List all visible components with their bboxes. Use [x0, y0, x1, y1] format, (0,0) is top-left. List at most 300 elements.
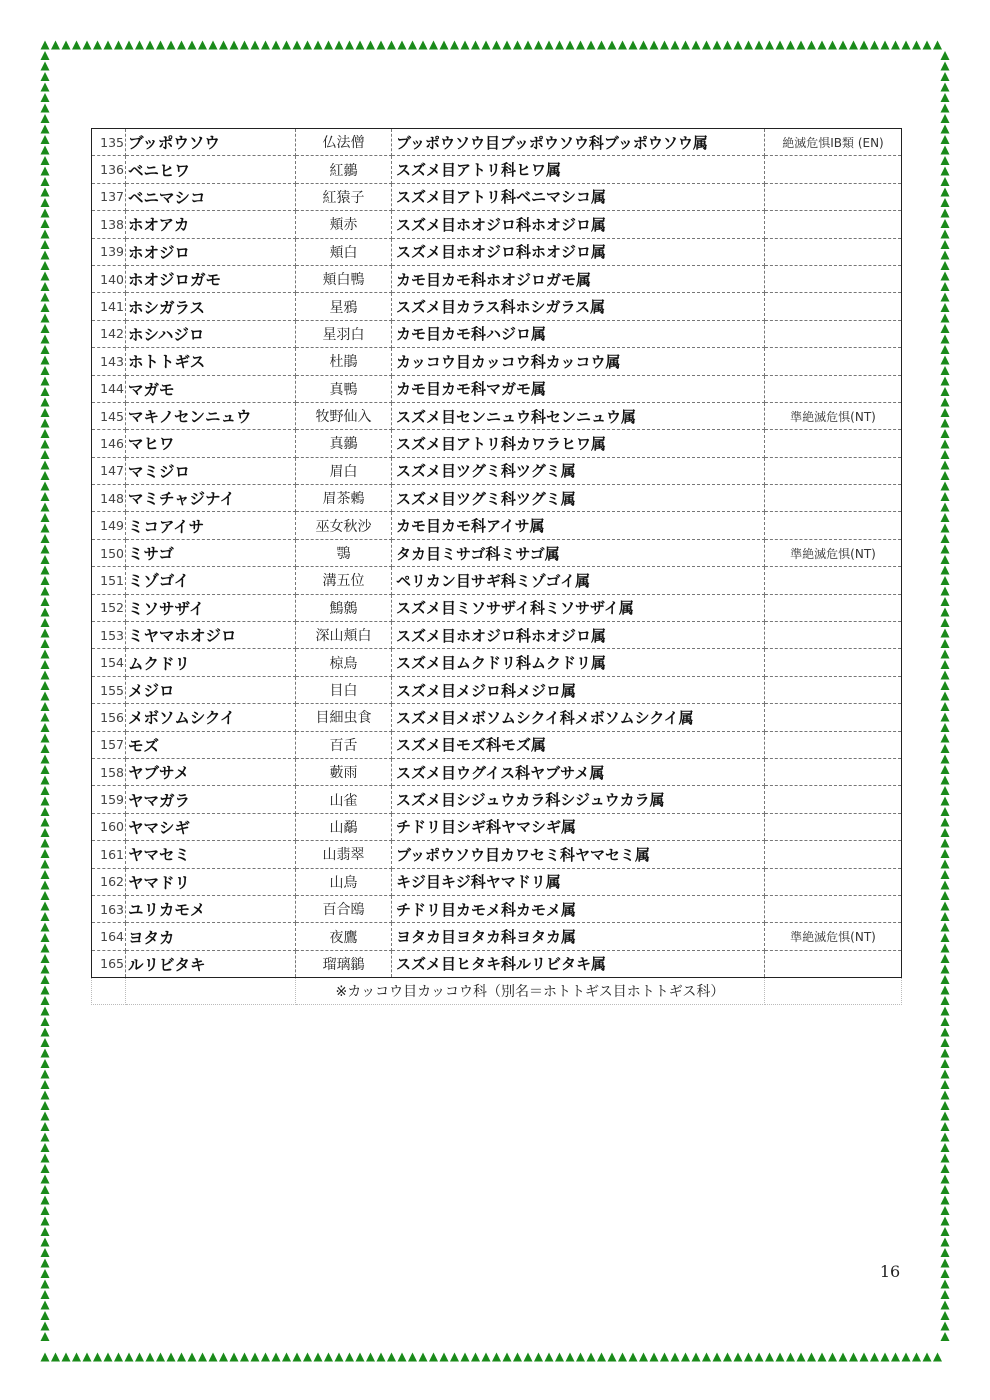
border-triangle: [941, 83, 950, 92]
border-triangle: [41, 713, 50, 722]
border-triangle: [93, 41, 102, 50]
bird-kanji: 山翡翠: [296, 841, 392, 868]
row-number: 144: [92, 375, 126, 402]
bird-classification: スズメ目アトリ科ヒワ属: [392, 156, 765, 183]
border-triangle: [41, 293, 50, 302]
bird-name: マミジロ: [126, 457, 296, 484]
table-row: [92, 841, 902, 868]
table-row: [92, 622, 902, 649]
bird-name: ブッポウソウ: [126, 129, 296, 156]
conservation-status: [765, 567, 902, 594]
border-triangle: [293, 41, 302, 50]
bird-name: モズ: [126, 731, 296, 758]
border-triangle: [41, 377, 50, 386]
conservation-status: 準絶滅危惧(NT): [765, 923, 902, 950]
border-triangle: [941, 1164, 950, 1173]
border-triangle: [41, 482, 50, 491]
border-triangle: [41, 135, 50, 144]
conservation-status: 準絶滅危惧(NT): [765, 402, 902, 429]
border-triangle: [818, 1353, 827, 1362]
border-triangle: [503, 1353, 512, 1362]
border-triangle: [41, 618, 50, 627]
border-triangle: [941, 198, 950, 207]
conservation-status: [765, 430, 902, 457]
border-triangle: [941, 335, 950, 344]
border-triangle: [41, 524, 50, 533]
border-triangle: [41, 681, 50, 690]
bird-kanji: 真鴨: [296, 375, 392, 402]
border-triangle: [41, 587, 50, 596]
border-triangle: [941, 125, 950, 134]
bird-name: メボソムシクイ: [126, 704, 296, 731]
bird-kanji: 牧野仙入: [296, 402, 392, 429]
border-triangle: [723, 41, 732, 50]
border-triangle: [941, 1059, 950, 1068]
border-triangle: [941, 1112, 950, 1121]
border-triangle: [398, 41, 407, 50]
page-number: 16: [879, 1262, 901, 1281]
border-triangle: [41, 114, 50, 123]
conservation-status: [765, 512, 902, 539]
border-triangle: [62, 1353, 71, 1362]
border-triangle: [41, 1154, 50, 1163]
conservation-status: [765, 676, 902, 703]
border-triangle: [41, 849, 50, 858]
bird-name: ミコアイサ: [126, 512, 296, 539]
border-triangle: [891, 41, 900, 50]
border-triangle: [41, 954, 50, 963]
border-triangle: [41, 1175, 50, 1184]
border-triangle: [471, 1353, 480, 1362]
border-triangle: [167, 41, 176, 50]
border-triangle: [941, 576, 950, 585]
border-triangle: [41, 1332, 50, 1341]
border-triangle: [356, 1353, 365, 1362]
border-triangle: [941, 1028, 950, 1037]
border-triangle: [702, 1353, 711, 1362]
border-triangle: [41, 167, 50, 176]
border-triangle: [429, 1353, 438, 1362]
border-triangle: [524, 1353, 533, 1362]
border-triangle: [941, 1049, 950, 1058]
conservation-status: 準絶滅危惧(NT): [765, 539, 902, 566]
border-triangle: [240, 41, 249, 50]
table-row: [92, 950, 902, 977]
border-triangle: [41, 356, 50, 365]
border-triangle: [941, 807, 950, 816]
border-triangle: [41, 1007, 50, 1016]
border-triangle: [41, 1185, 50, 1194]
row-number: 147: [92, 457, 126, 484]
border-triangle: [408, 1353, 417, 1362]
border-triangle: [324, 1353, 333, 1362]
border-triangle: [440, 41, 449, 50]
border-triangle: [41, 545, 50, 554]
bird-kanji: 夜鷹: [296, 923, 392, 950]
border-triangle: [41, 1133, 50, 1142]
row-number: 149: [92, 512, 126, 539]
border-triangle: [513, 41, 522, 50]
border-triangle: [923, 41, 932, 50]
border-triangle: [941, 377, 950, 386]
border-triangle: [941, 114, 950, 123]
border-triangle: [450, 1353, 459, 1362]
bird-name: ルリビタキ: [126, 950, 296, 977]
conservation-status: [765, 868, 902, 895]
border-triangle: [41, 629, 50, 638]
bird-kanji: 頬白: [296, 238, 392, 265]
border-triangle: [41, 860, 50, 869]
border-triangle: [188, 41, 197, 50]
border-triangle: [41, 839, 50, 848]
border-triangle: [849, 1353, 858, 1362]
border-triangle: [941, 356, 950, 365]
border-triangle: [272, 41, 281, 50]
border-triangle: [251, 1353, 260, 1362]
border-triangle: [941, 1133, 950, 1142]
border-triangle: [135, 41, 144, 50]
border-triangle: [870, 41, 879, 50]
border-triangle: [941, 650, 950, 659]
border-triangle: [41, 1101, 50, 1110]
border-triangle: [41, 345, 50, 354]
border-triangle: [941, 1301, 950, 1310]
table-row: [92, 512, 902, 539]
border-triangle: [902, 1353, 911, 1362]
border-triangle: [41, 881, 50, 890]
bird-name: ヤマセミ: [126, 841, 296, 868]
bird-classification: タカ目ミサゴ科ミサゴ属: [392, 539, 765, 566]
border-triangle: [41, 461, 50, 470]
border-triangle: [177, 41, 186, 50]
bird-classification: スズメ目センニュウ科センニュウ属: [392, 402, 765, 429]
bird-kanji: 頬赤: [296, 211, 392, 238]
border-triangle: [41, 387, 50, 396]
border-triangle: [41, 1269, 50, 1278]
border-triangle: [41, 765, 50, 774]
border-triangle: [324, 41, 333, 50]
bird-classification: スズメ目メボソムシクイ科メボソムシクイ属: [392, 704, 765, 731]
bird-name: ホオアカ: [126, 211, 296, 238]
border-triangle: [461, 41, 470, 50]
footnote-spacer: [765, 978, 902, 1005]
bird-name: マキノセンニュウ: [126, 402, 296, 429]
border-triangle: [941, 975, 950, 984]
bird-classification: スズメ目シジュウカラ科シジュウカラ属: [392, 786, 765, 813]
row-number: 152: [92, 594, 126, 621]
border-triangle: [671, 41, 680, 50]
border-triangle: [41, 146, 50, 155]
border-triangle: [941, 1206, 950, 1215]
bird-classification: スズメ目ミソサザイ科ミソサザイ属: [392, 594, 765, 621]
border-triangle: [941, 776, 950, 785]
border-triangle: [734, 41, 743, 50]
border-triangle: [293, 1353, 302, 1362]
border-triangle: [41, 534, 50, 543]
conservation-status: [765, 813, 902, 840]
border-triangle: [797, 41, 806, 50]
border-triangle: [41, 576, 50, 585]
border-triangle: [41, 818, 50, 827]
border-triangle: [597, 41, 606, 50]
border-triangle: [941, 62, 950, 71]
conservation-status: [765, 238, 902, 265]
border-triangle: [941, 135, 950, 144]
border-triangle: [912, 41, 921, 50]
border-triangle: [941, 408, 950, 417]
row-number: 138: [92, 211, 126, 238]
table-row: [92, 402, 902, 429]
border-triangle: [41, 1217, 50, 1226]
row-number: 142: [92, 320, 126, 347]
border-triangle: [941, 1017, 950, 1026]
border-triangle: [513, 1353, 522, 1362]
bird-name: ミゾゴイ: [126, 567, 296, 594]
border-triangle: [41, 828, 50, 837]
border-triangle: [93, 1353, 102, 1362]
table-row: [92, 895, 902, 922]
row-number: 161: [92, 841, 126, 868]
border-triangle: [576, 1353, 585, 1362]
conservation-status: [765, 375, 902, 402]
conservation-status: [765, 156, 902, 183]
border-triangle: [797, 1353, 806, 1362]
border-triangle: [941, 534, 950, 543]
border-triangle: [902, 41, 911, 50]
border-triangle: [941, 881, 950, 890]
border-triangle: [492, 1353, 501, 1362]
table-row: [92, 129, 902, 156]
border-triangle: [125, 41, 134, 50]
border-triangle: [723, 1353, 732, 1362]
border-triangle: [41, 209, 50, 218]
border-triangle: [681, 41, 690, 50]
border-triangle: [377, 1353, 386, 1362]
border-triangle: [734, 1353, 743, 1362]
border-triangle: [41, 1280, 50, 1289]
border-triangle: [62, 41, 71, 50]
border-triangle: [941, 723, 950, 732]
border-triangle: [41, 1070, 50, 1079]
border-triangle: [41, 177, 50, 186]
border-triangle: [41, 408, 50, 417]
footnote-spacer: [92, 978, 126, 1005]
row-number: 162: [92, 868, 126, 895]
border-triangle: [941, 188, 950, 197]
border-triangle: [828, 1353, 837, 1362]
table-row: [92, 868, 902, 895]
table-row: [92, 649, 902, 676]
border-triangle: [41, 83, 50, 92]
bird-name: ムクドリ: [126, 649, 296, 676]
border-triangle: [941, 167, 950, 176]
border-triangle: [41, 671, 50, 680]
border-triangle: [881, 1353, 890, 1362]
border-triangle: [786, 1353, 795, 1362]
border-triangle: [923, 1353, 932, 1362]
row-number: 145: [92, 402, 126, 429]
bird-kanji: 巫女秋沙: [296, 512, 392, 539]
bird-name: ホオジロ: [126, 238, 296, 265]
border-triangle: [450, 41, 459, 50]
border-triangle: [282, 41, 291, 50]
table-row: [92, 348, 902, 375]
border-triangle: [828, 41, 837, 50]
table-row: [92, 758, 902, 785]
border-triangle: [282, 1353, 291, 1362]
row-number: 156: [92, 704, 126, 731]
border-triangle: [366, 1353, 375, 1362]
conservation-status: [765, 731, 902, 758]
border-triangle: [345, 41, 354, 50]
conservation-status: [765, 183, 902, 210]
row-number: 136: [92, 156, 126, 183]
bird-classification: スズメ目ホオジロ科ホオジロ属: [392, 211, 765, 238]
bird-name: ミサゴ: [126, 539, 296, 566]
bird-classification: カモ目カモ科マガモ属: [392, 375, 765, 402]
border-triangle: [941, 387, 950, 396]
border-triangle: [41, 1059, 50, 1068]
border-triangle: [41, 303, 50, 312]
border-triangle: [941, 986, 950, 995]
border-triangle: [524, 41, 533, 50]
border-triangle: [941, 1080, 950, 1089]
row-number: 165: [92, 950, 126, 977]
bird-kanji: 瑠璃鶲: [296, 950, 392, 977]
table-row: [92, 676, 902, 703]
border-triangle: [941, 471, 950, 480]
border-triangle: [104, 41, 113, 50]
border-triangle: [650, 41, 659, 50]
border-triangle: [41, 1091, 50, 1100]
border-triangle: [419, 1353, 428, 1362]
row-number: 160: [92, 813, 126, 840]
border-triangle: [125, 1353, 134, 1362]
border-triangle: [41, 755, 50, 764]
border-triangle: [114, 1353, 123, 1362]
border-triangle: [941, 72, 950, 81]
conservation-status: [765, 457, 902, 484]
border-triangle: [41, 419, 50, 428]
border-triangle: [941, 513, 950, 522]
footnote-spacer: [126, 978, 296, 1005]
border-triangle: [941, 398, 950, 407]
border-triangle: [41, 398, 50, 407]
row-number: 139: [92, 238, 126, 265]
border-triangle: [41, 723, 50, 732]
border-triangle: [629, 1353, 638, 1362]
border-triangle: [345, 1353, 354, 1362]
conservation-status: [765, 485, 902, 512]
border-triangle: [597, 1353, 606, 1362]
border-triangle: [230, 1353, 239, 1362]
border-triangle: [41, 975, 50, 984]
border-triangle: [41, 965, 50, 974]
table-row: [92, 238, 902, 265]
table-row: [92, 539, 902, 566]
border-triangle: [41, 996, 50, 1005]
border-triangle: [941, 146, 950, 155]
border-triangle: [881, 41, 890, 50]
table-row: [92, 293, 902, 320]
conservation-status: [765, 950, 902, 977]
border-triangle: [41, 660, 50, 669]
border-triangle: [941, 419, 950, 428]
bird-classification: スズメ目ムクドリ科ムクドリ属: [392, 649, 765, 676]
row-number: 159: [92, 786, 126, 813]
border-triangle: [41, 1196, 50, 1205]
border-triangle: [941, 1185, 950, 1194]
conservation-status: [765, 594, 902, 621]
border-triangle: [941, 240, 950, 249]
bird-classification: ペリカン目サギ科ミゾゴイ属: [392, 567, 765, 594]
conservation-status: [765, 211, 902, 238]
conservation-status: 絶滅危惧IB類 (EN): [765, 129, 902, 156]
border-triangle: [545, 41, 554, 50]
border-triangle: [545, 1353, 554, 1362]
border-triangle: [461, 1353, 470, 1362]
border-triangle: [41, 1122, 50, 1131]
border-triangle: [941, 492, 950, 501]
border-triangle: [941, 566, 950, 575]
border-triangle: [941, 860, 950, 869]
border-triangle: [941, 629, 950, 638]
border-triangle: [941, 996, 950, 1005]
border-triangle: [503, 41, 512, 50]
border-triangle: [209, 1353, 218, 1362]
border-triangle: [41, 870, 50, 879]
border-triangle: [941, 755, 950, 764]
bird-kanji: 藪雨: [296, 758, 392, 785]
border-triangle: [941, 702, 950, 711]
row-number: 157: [92, 731, 126, 758]
row-number: 137: [92, 183, 126, 210]
border-triangle: [941, 660, 950, 669]
border-triangle: [408, 41, 417, 50]
border-triangle: [671, 1353, 680, 1362]
border-triangle: [41, 335, 50, 344]
table-row: [92, 923, 902, 950]
border-triangle: [941, 639, 950, 648]
footnote: ※カッコウ目カッコウ科（別名＝ホトトギス目ホトトギス科）: [296, 978, 765, 1005]
border-triangle: [629, 41, 638, 50]
bird-classification: カモ目カモ科ハジロ属: [392, 320, 765, 347]
border-triangle: [261, 41, 270, 50]
border-triangle: [41, 1353, 50, 1362]
border-triangle: [482, 41, 491, 50]
table-row: [92, 375, 902, 402]
border-triangle: [870, 1353, 879, 1362]
border-triangle: [335, 1353, 344, 1362]
border-triangle: [41, 608, 50, 617]
border-triangle: [41, 366, 50, 375]
bird-classification: カモ目カモ科アイサ属: [392, 512, 765, 539]
border-triangle: [941, 1322, 950, 1331]
border-triangle: [314, 41, 323, 50]
conservation-status: [765, 895, 902, 922]
border-triangle: [744, 1353, 753, 1362]
border-triangle: [41, 786, 50, 795]
border-triangle: [41, 251, 50, 260]
border-triangle: [471, 41, 480, 50]
border-triangle: [941, 1154, 950, 1163]
border-triangle: [713, 41, 722, 50]
border-triangle: [941, 944, 950, 953]
table-row: [92, 786, 902, 813]
border-triangle: [398, 1353, 407, 1362]
border-triangle: [941, 681, 950, 690]
bird-kanji: 山鳥: [296, 868, 392, 895]
